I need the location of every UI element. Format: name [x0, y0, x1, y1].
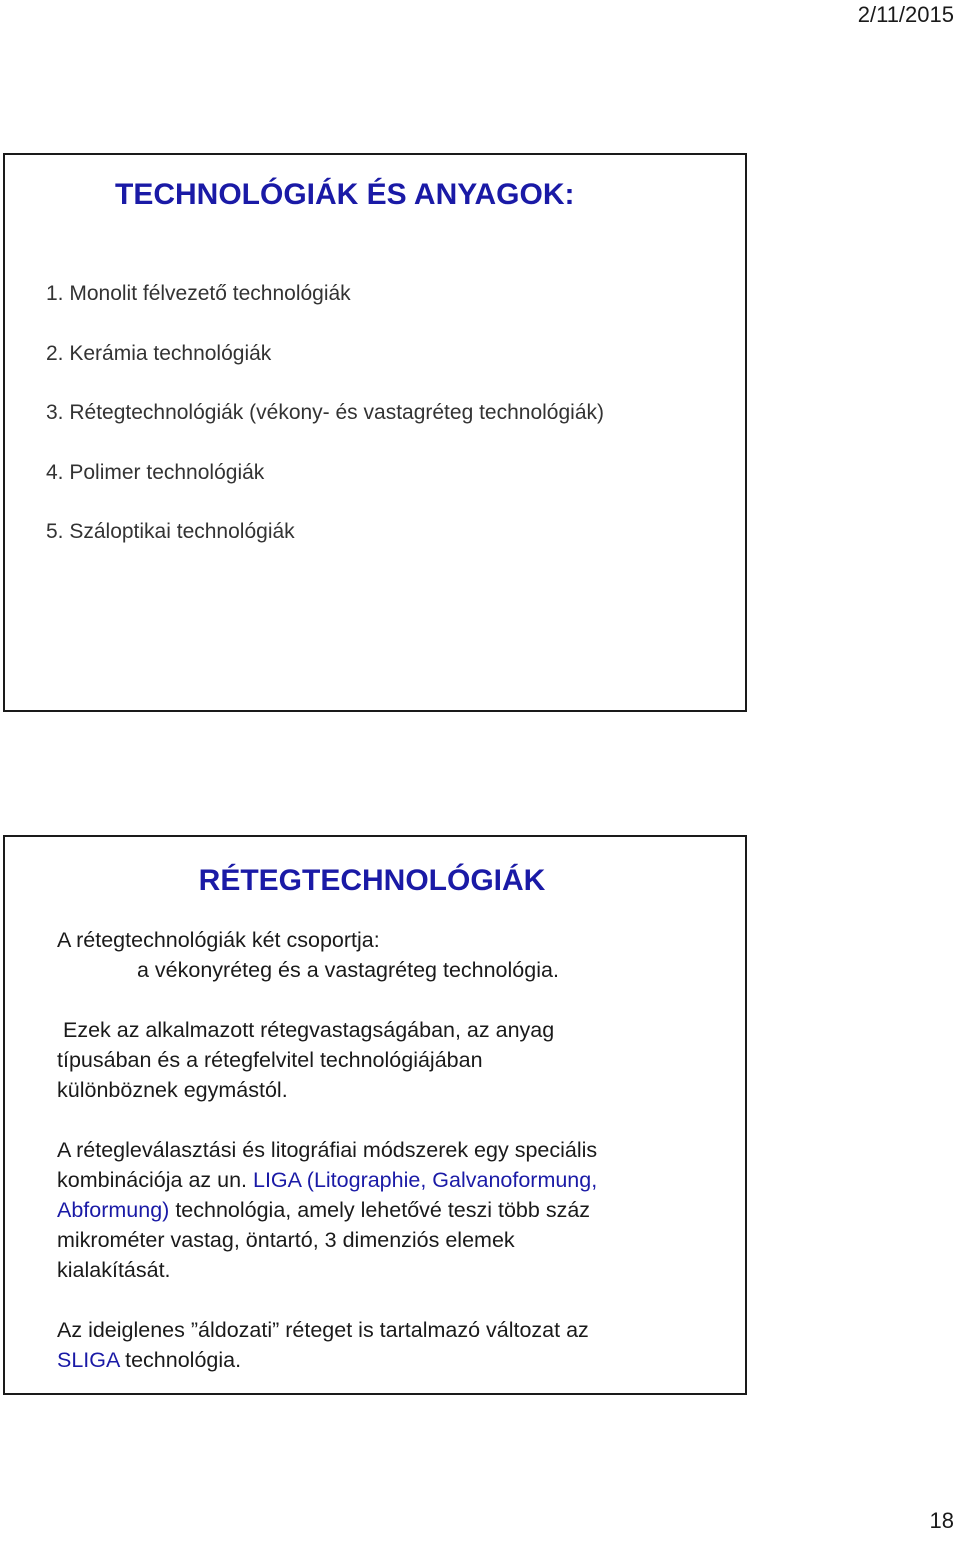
paragraph-line	[57, 1195, 727, 1225]
list-item: 3. Rétegtechnológiák (vékony- és vastagréteg technológiák)	[46, 401, 604, 424]
slide2-title: RÉTEGTECHNOLÓGIÁK	[198, 864, 546, 897]
liga-term: LIGA (Litographie, Galvanoformung,	[253, 1168, 598, 1192]
text-segment: kombinációja az un.	[57, 1168, 253, 1192]
paragraph-line: típusában és a rétegfelvitel technológiájában	[57, 1048, 483, 1072]
sliga-term: SLIGA	[57, 1348, 120, 1372]
paragraph-line: Ezek az alkalmazott rétegvastagságában, az anyag	[57, 1018, 555, 1042]
liga-term-end: Abformung)	[57, 1198, 170, 1222]
paragraph-line: A rétegleválasztási és litográfiai módszerek egy speciális	[57, 1138, 598, 1162]
list-item: 4. Polimer technológiák	[46, 460, 265, 484]
slide2-body	[57, 925, 727, 1375]
paragraph-line: különböznek egymástól.	[57, 1078, 288, 1102]
paragraph-line: kialakítását.	[57, 1258, 171, 1282]
paragraph-line	[57, 1345, 727, 1375]
list-item: 5. Száloptikai technológiák	[46, 520, 295, 543]
page-number: 18	[929, 1508, 954, 1533]
technology-list	[46, 278, 604, 576]
paragraph-line	[57, 1165, 727, 1195]
paragraph-line: A rétegtechnológiák két csoportja:	[57, 928, 380, 952]
text-segment: technológia, amely lehetővé teszi több száz	[169, 1198, 591, 1222]
list-item: 1. Monolit félvezető technológiák	[46, 282, 351, 305]
page-date: 2/11/2015	[857, 2, 954, 27]
paragraph-line: Az ideiglenes ”áldozati” réteget is tartalmazó változat az	[57, 1318, 589, 1342]
slide1-title: TECHNOLÓGIÁK ÉS ANYAGOK:	[115, 178, 575, 211]
list-item: 2. Kerámia technológiák	[46, 341, 272, 365]
paragraph-line: mikrométer vastag, öntartó, 3 dimenziós elemek	[57, 1228, 515, 1252]
paragraph-line: a vékonyréteg és a vastagréteg technológia.	[137, 958, 559, 982]
text-segment: technológia.	[119, 1348, 242, 1372]
